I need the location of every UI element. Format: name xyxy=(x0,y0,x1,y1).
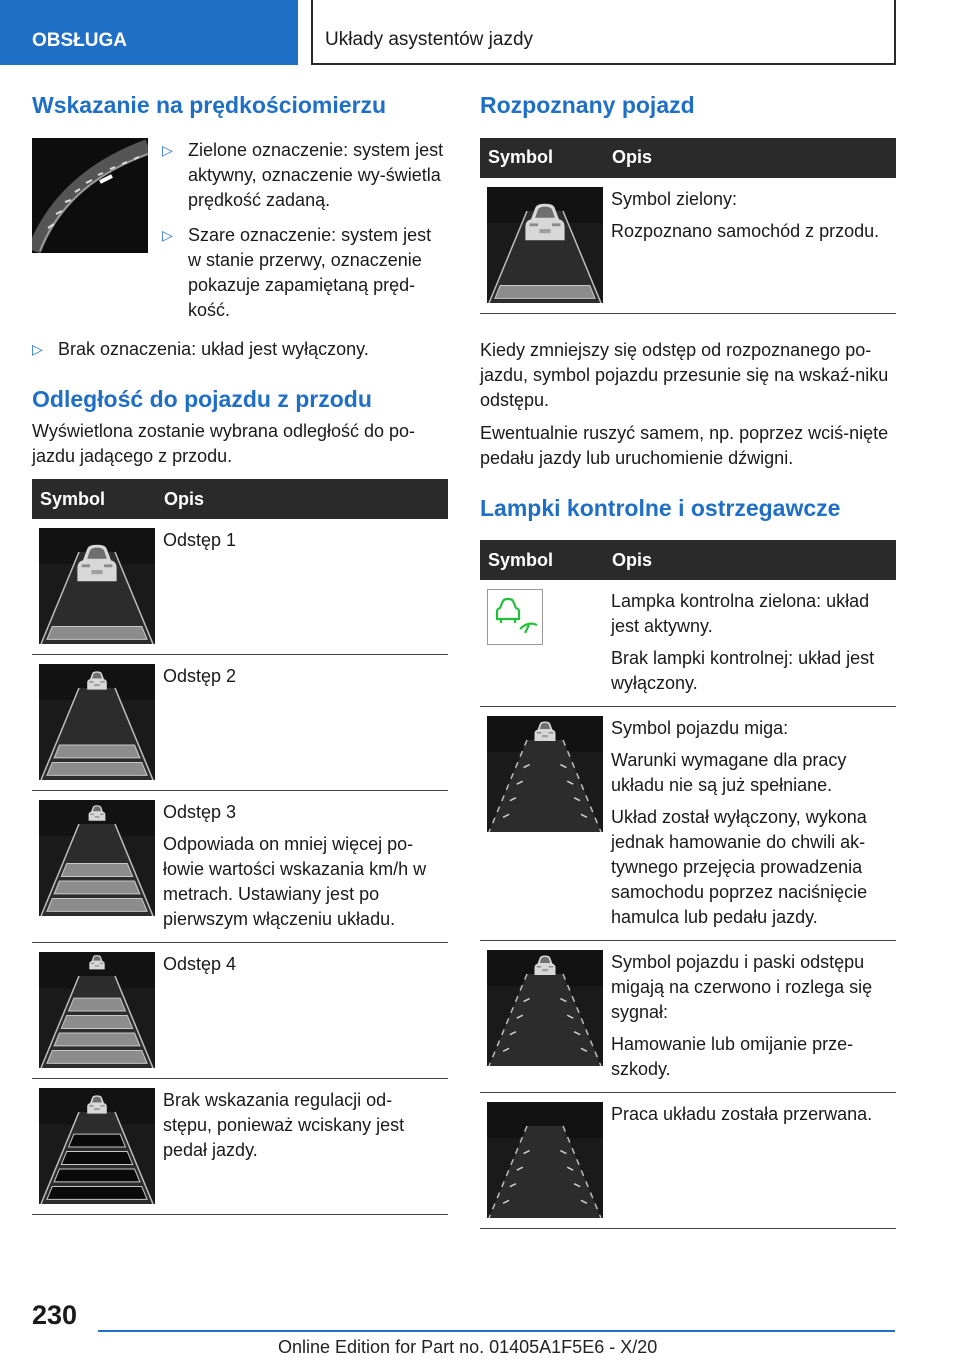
vehicle-red-warning-icon xyxy=(487,950,603,1066)
table-row: Lampka kontrolna zielona: układ jest aktywny. Brak lampki kontrolnej: układ jest wyłączony. xyxy=(480,580,896,707)
page-number: 230 xyxy=(32,1300,78,1330)
recognized-table xyxy=(480,138,896,314)
lamps-heading: Lampki kontrolne i ostrzegawcze xyxy=(480,494,841,521)
col-symbol-header: Symbol xyxy=(480,540,604,580)
col-desc-header: Opis xyxy=(604,540,896,580)
recognized-text-2: Ewentualnie ruszyć samem, np. poprzez wciś-nięte pedału jazdy lub uruchomienie dźwigni. xyxy=(480,422,889,468)
col-desc-header: Opis xyxy=(604,138,896,178)
section-tab xyxy=(0,0,298,65)
table-row: Symbol pojazdu miga: Warunki wymagane dla pracy układu nie są już spełniane. Układ został wyłączony, wykona jednak hamowanie do chwili ak-tywnego przejęcia prowadzenia samochodu poprzez naciśnięcie hamulca lub pedału jazdy. xyxy=(480,707,896,941)
system-paused-icon xyxy=(487,1102,603,1218)
table-row: Symbol pojazdu i paski odstępu migają na czerwono i rozlega się sygnał: Hamowanie lub omijanie prze-szkody. xyxy=(480,941,896,1093)
table-row: Symbol zielony: Rozpoznano samochód z przodu. xyxy=(480,178,896,314)
lamps-table xyxy=(480,540,896,1229)
distance-heading: Odległość do pojazdu z przodu xyxy=(32,385,372,412)
chapter-header xyxy=(311,0,896,65)
edition-note: Online Edition for Part no. 01405A1F5E6 - X/20 xyxy=(278,1337,658,1357)
col-symbol-header: Symbol xyxy=(32,479,156,519)
distance-1-icon xyxy=(39,528,155,644)
table-row: Odstęp 2 xyxy=(32,655,448,791)
speedo-bullet: ▷ Szare oznaczenie: system jest w stanie przerwy, oznaczenie pokazuje zapamiętaną pręd-kość. xyxy=(162,223,448,323)
green-indicator-lamp-icon xyxy=(487,589,543,645)
speedo-bullet: ▷ Brak oznaczenia: układ jest wyłączony. xyxy=(32,337,448,362)
recognized-vehicle-icon xyxy=(487,187,603,303)
recognized-text-1: Kiedy zmniejszy się odstęp od rozpoznanego po-jazdu, symbol pojazdu przesunie się na wskaź-niku odstępu. xyxy=(480,339,889,410)
table-row: Praca układu została przerwana. xyxy=(480,1093,896,1229)
table-row: Brak wskazania regulacji od-stępu, ponieważ wciskany jest pedał jazdy. xyxy=(32,1079,448,1215)
speedometer-image xyxy=(32,138,148,253)
table-row: Odstęp 1 xyxy=(32,519,448,655)
distance-table xyxy=(32,479,448,1215)
col-desc-header: Opis xyxy=(156,479,448,519)
recognized-heading: Rozpoznany pojazd xyxy=(480,92,695,118)
speedo-bullet: ▷ Zielone oznaczenie: system jest aktywny, oznaczenie wy-świetla prędkość zadaną. xyxy=(162,138,448,213)
chapter-label: Układy asystentów jazdy xyxy=(325,29,534,50)
distance-2-icon xyxy=(39,664,155,780)
left-column xyxy=(32,92,448,1215)
distance-override-icon xyxy=(39,1088,155,1204)
section-label: OBSŁUGA xyxy=(32,30,127,51)
triangle-bullet-icon: ▷ xyxy=(162,141,173,158)
col-symbol-header: Symbol xyxy=(480,138,604,178)
vehicle-flashing-icon xyxy=(487,716,603,832)
distance-3-icon xyxy=(39,800,155,916)
triangle-bullet-icon: ▷ xyxy=(32,340,43,357)
footer-divider xyxy=(98,1330,895,1332)
speedo-heading: Wskazanie na prędkościomierzu xyxy=(32,92,387,118)
table-row: Odstęp 4 xyxy=(32,943,448,1079)
triangle-bullet-icon: ▷ xyxy=(162,226,173,243)
table-row: Odstęp 3 Odpowiada on mniej więcej po-łowie wartości wskazania km/h w metrach. Ustawiany jest po pierwszym włączeniu układu. xyxy=(32,791,448,943)
distance-intro: Wyświetlona zostanie wybrana odległość do po-jazdu jadącego z przodu. xyxy=(32,421,416,467)
distance-4-icon xyxy=(39,952,155,1068)
right-column xyxy=(480,92,896,1229)
